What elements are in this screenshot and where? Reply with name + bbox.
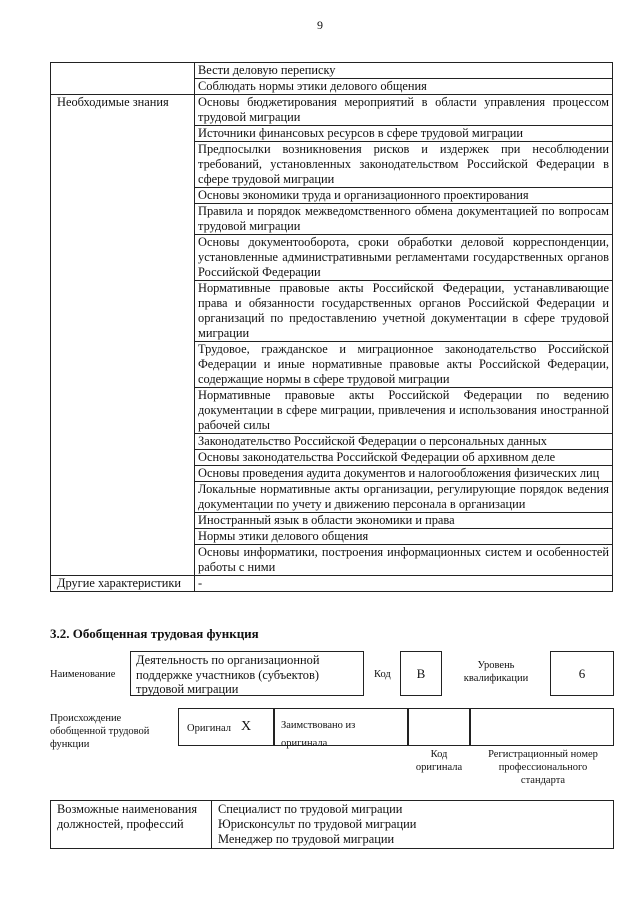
position-item: Специалист по трудовой миграции — [218, 802, 403, 816]
original-box — [178, 708, 274, 746]
borrowed-label: Заимствовано из оригинала — [281, 720, 356, 749]
table-cell: Законодательство Российской Федерации о персональных данных — [195, 434, 613, 450]
original-mark: X — [241, 719, 252, 734]
row-label: Другие характеристики — [51, 576, 195, 592]
function-name-box — [130, 651, 364, 696]
table-cell: Основы проведения аудита документов и налогообложения физических лиц — [195, 466, 613, 482]
position-item: Юрисконсульт по трудовой миграции — [218, 817, 417, 831]
code-original-caption: Код оригинала — [415, 749, 463, 773]
table-cell: Основы экономики труда и организационного проектирования — [195, 188, 613, 204]
table-cell: Иностранный язык в области экономики и права — [195, 513, 613, 529]
table-cell: Нормативные правовые акты Российской Федерации по ведению документации в сфере миграции, привлечения и использования иностранной рабочей силы — [195, 388, 613, 434]
reg-number-caption: Регистрационный номер профессионального стандарта — [488, 749, 598, 786]
code-original-box — [408, 708, 470, 746]
code-value: B — [416, 666, 426, 681]
table-cell: Нормы этики делового общения — [195, 529, 613, 545]
level-box — [550, 651, 614, 696]
section-heading: 3.2. Обобщенная трудовая функция — [50, 626, 259, 641]
table-cell: Предпосылки возникновения рисков и издержек при несоблюдении требований, установленных законодательством Российской Федерации в сфере трудовой миграции — [195, 142, 613, 188]
borrowed-box — [274, 708, 408, 749]
row-label-empty — [51, 63, 195, 95]
table-cell: Локальные нормативные акты организации, регулирующие порядок ведения документации по учету и движению персонала в организации — [195, 482, 613, 513]
level-label: Уровень квалификации — [463, 660, 529, 684]
table-cell: Соблюдать нормы этики делового общения — [195, 79, 613, 95]
position-item: Менеджер по трудовой миграции — [218, 832, 395, 846]
positions-table — [50, 800, 614, 849]
origin-label: Происхождение обобщенной трудовой функции — [50, 713, 150, 750]
table-cell: Правила и порядок межведомственного обмена документацией по вопросам трудовой миграции — [195, 204, 613, 235]
code-label: Код — [374, 669, 391, 680]
name-label: Наименование — [50, 669, 116, 680]
table-cell: - — [195, 576, 613, 592]
table-cell: Основы документооборота, сроки обработки деловой корреспонденции, установленные административными регламентами государственных органов Российской Федерации — [195, 235, 613, 281]
page-number: 9 — [317, 18, 323, 32]
table-cell: Нормативные правовые акты Российской Федерации, устанавливающие права и обязанности государственных органов Российской Федерации и организаций по предоставлению учетной документации в сфере трудовой миграции — [195, 281, 613, 342]
table-cell: Основы информатики, построения информационных систем и особенностей работы с ними — [195, 545, 613, 576]
row-label: Необходимые знания — [51, 95, 195, 576]
positions-list — [212, 801, 614, 849]
skills-knowledge-table — [50, 62, 613, 592]
table-cell: Основы законодательства Российской Федерации об архивном деле — [195, 450, 613, 466]
table-cell: Трудовое, гражданское и миграционное законодательство Российской Федерации и иные нормативные правовые акты Российской Федерации, содержащие нормы в сфере трудовой миграции — [195, 342, 613, 388]
code-box — [400, 651, 442, 696]
table-cell: Источники финансовых ресурсов в сфере трудовой миграции — [195, 126, 613, 142]
reg-number-box — [470, 708, 614, 746]
level-value: 6 — [578, 666, 586, 681]
original-label: Оригинал — [187, 723, 231, 734]
function-name-value: Деятельность по организационной поддержке участников (субъектов) трудовой миграции — [136, 653, 320, 696]
table-cell: Вести деловую переписку — [195, 63, 613, 79]
table-cell: Основы бюджетирования мероприятий в области управления процессом трудовой миграции — [195, 95, 613, 126]
positions-label: Возможные наименования должностей, профессий — [51, 801, 212, 849]
